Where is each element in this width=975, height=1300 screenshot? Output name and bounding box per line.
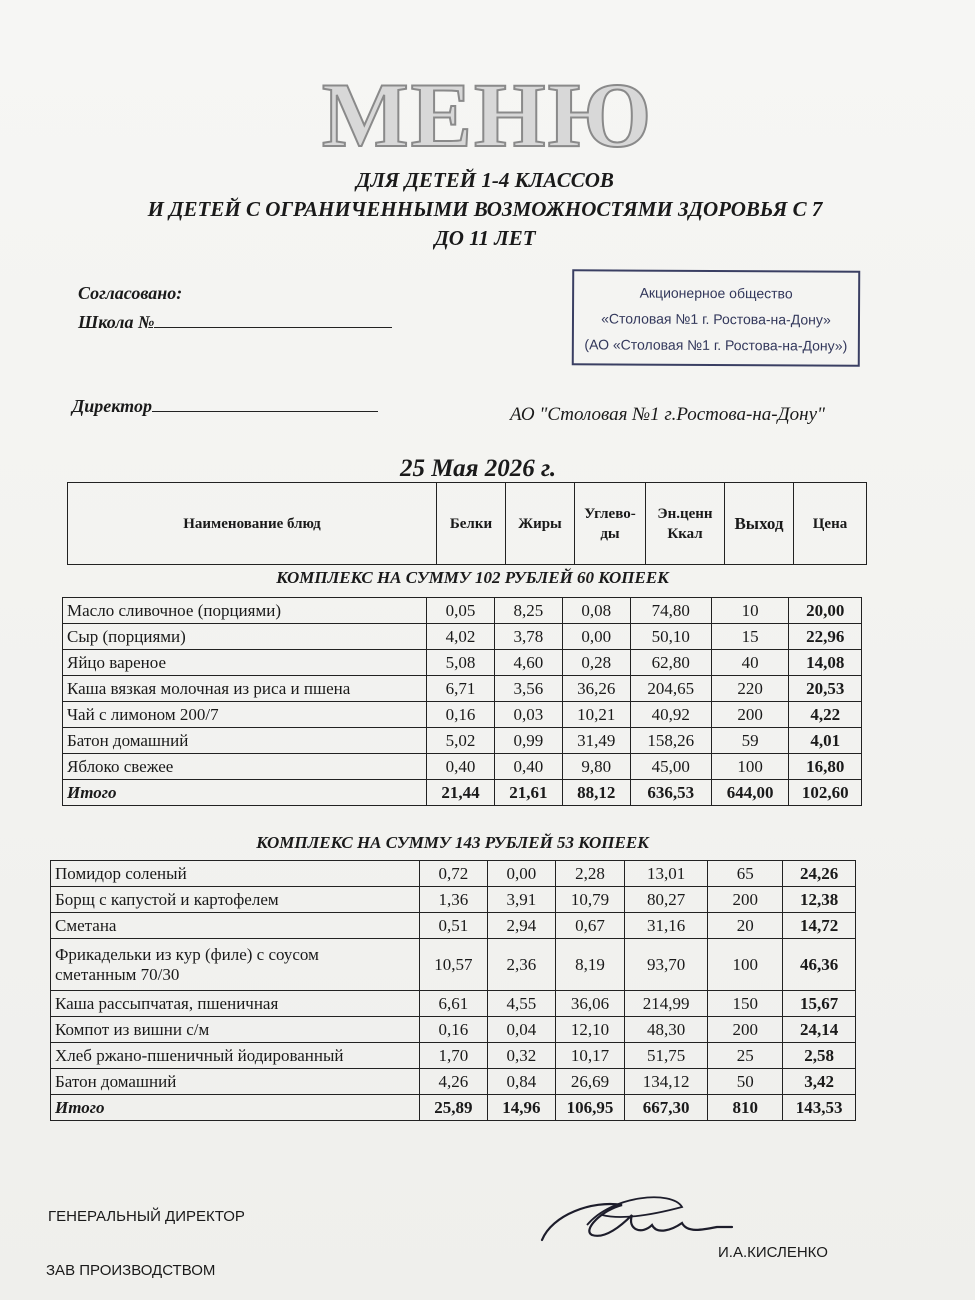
cell-fat: 4,60 [494, 650, 562, 676]
cell-carbs: 10,79 [555, 887, 624, 913]
dish-name [51, 1069, 420, 1095]
cell-protein: 4,26 [419, 1069, 487, 1095]
cell-energy: 636,53 [630, 780, 711, 806]
complex-1-table [62, 597, 862, 806]
cell-fat: 0,04 [487, 1017, 555, 1043]
cell-output: 59 [711, 728, 789, 754]
cell-fat: 4,55 [487, 991, 555, 1017]
cell-fat: 0,03 [494, 702, 562, 728]
cell-output: 200 [708, 1017, 783, 1043]
cell-fat: 0,32 [487, 1043, 555, 1069]
page-title: МЕНЮ [321, 64, 654, 166]
dish-row [51, 1043, 856, 1069]
cell-carbs: 0,00 [562, 624, 630, 650]
cell-price: 16,80 [789, 754, 862, 780]
dish-row [51, 913, 856, 939]
director-label: Директор [72, 396, 152, 416]
cell-output: 100 [711, 754, 789, 780]
header-dish-name: Наименование блюд [68, 483, 437, 565]
cell-energy: 13,01 [625, 861, 708, 887]
cell-protein: 6,61 [419, 991, 487, 1017]
cell-output: 644,00 [711, 780, 789, 806]
dish-name [63, 650, 427, 676]
cell-carbs: 0,67 [555, 913, 624, 939]
dish-name-text: Компот из вишни с/м [55, 1019, 210, 1039]
menu-date: 25 Мая 2026 г. [400, 455, 557, 482]
cell-energy: 62,80 [630, 650, 711, 676]
dish-name [51, 991, 420, 1017]
dish-name-text: Яйцо вареное [67, 652, 167, 672]
cell-price: 3,42 [783, 1069, 856, 1095]
signature-image [532, 1185, 742, 1255]
subtitle-line-2: И ДЕТЕЙ С ОГРАНИЧЕННЫМИ ВОЗМОЖНОСТЯМИ ЗДОРОВЬЯ С 7 [147, 197, 823, 221]
cell-fat: 0,99 [494, 728, 562, 754]
cell-fat: 0,00 [487, 861, 555, 887]
cell-protein: 0,40 [427, 754, 495, 780]
cell-energy: 158,26 [630, 728, 711, 754]
cell-output: 100 [708, 939, 783, 991]
cell-carbs: 0,08 [562, 598, 630, 624]
cell-protein: 1,36 [419, 887, 487, 913]
cell-protein: 0,16 [419, 1017, 487, 1043]
dish-name-text: Сметана [55, 915, 117, 935]
cell-output: 65 [708, 861, 783, 887]
company-stamp [572, 269, 860, 367]
dish-row [63, 650, 862, 676]
cell-energy: 80,27 [625, 887, 708, 913]
dish-name-text: Каша вязкая молочная из риса и пшена [67, 678, 351, 698]
cell-protein: 1,70 [419, 1043, 487, 1069]
subtitle-line-3: ДО 11 ЛЕТ [434, 226, 536, 250]
cell-energy: 93,70 [625, 939, 708, 991]
cell-carbs: 8,19 [555, 939, 624, 991]
cell-fat: 2,36 [487, 939, 555, 991]
cell-energy: 40,92 [630, 702, 711, 728]
cell-output: 50 [708, 1069, 783, 1095]
cell-output: 150 [708, 991, 783, 1017]
cell-price: 24,14 [783, 1017, 856, 1043]
total-row [63, 780, 862, 806]
cell-protein: 25,89 [419, 1095, 487, 1121]
dish-name [63, 702, 427, 728]
dish-name-text: Батон домашний [67, 730, 189, 750]
subtitle-line-1: ДЛЯ ДЕТЕЙ 1-4 КЛАССОВ [356, 168, 614, 192]
cell-energy: 134,12 [625, 1069, 708, 1095]
cell-protein: 6,71 [427, 676, 495, 702]
dish-row [63, 624, 862, 650]
cell-output: 10 [711, 598, 789, 624]
dish-name-text: Борщ с капустой и картофелем [55, 889, 279, 909]
school-label: Школа № [78, 312, 155, 332]
cell-price: 4,22 [789, 702, 862, 728]
dish-name [63, 676, 427, 702]
cell-output: 200 [708, 887, 783, 913]
header-output: Выход [725, 483, 794, 565]
cell-carbs: 36,26 [562, 676, 630, 702]
cell-price: 24,26 [783, 861, 856, 887]
menu-header-table [67, 482, 867, 565]
header-price: Цена [794, 483, 867, 565]
dish-row [51, 1017, 856, 1043]
organization-name: АО "Столовая №1 г.Ростова-на-Дону" [510, 404, 826, 425]
cell-carbs: 26,69 [555, 1069, 624, 1095]
cell-carbs: 12,10 [555, 1017, 624, 1043]
stamp-line-3: (АО «Столовая №1 г. Ростова-на-Дону») [584, 336, 848, 354]
dish-name [63, 754, 427, 780]
cell-carbs: 2,28 [555, 861, 624, 887]
stamp-line-2: «Столовая №1 г. Ростова-на-Дону» [601, 310, 831, 328]
menu-subtitle [60, 166, 910, 253]
cell-protein: 0,05 [427, 598, 495, 624]
dish-name [51, 861, 420, 887]
dish-name [51, 913, 420, 939]
dish-name-text: Итого [67, 782, 117, 802]
cell-protein: 0,72 [419, 861, 487, 887]
complex-1-title: КОМПЛЕКС НА СУММУ 102 РУБЛЕЙ 60 КОПЕЕК [276, 568, 669, 587]
cell-carbs: 31,49 [562, 728, 630, 754]
cell-fat: 0,84 [487, 1069, 555, 1095]
cell-protein: 5,08 [427, 650, 495, 676]
school-field [78, 311, 392, 333]
header-energy-line-2: Ккал [667, 525, 703, 542]
cell-output: 200 [711, 702, 789, 728]
dish-row [63, 728, 862, 754]
cell-price: 14,08 [789, 650, 862, 676]
cell-protein: 5,02 [427, 728, 495, 754]
dish-name-text: Чай с лимоном 200/7 [67, 704, 219, 724]
dish-name [51, 1043, 420, 1069]
cell-price: 4,01 [789, 728, 862, 754]
production-head-label: ЗАВ ПРОИЗВОДСТВОМ [46, 1262, 216, 1279]
cell-fat: 3,91 [487, 887, 555, 913]
cell-fat: 21,61 [494, 780, 562, 806]
dish-name-text: Помидор соленый [55, 863, 187, 883]
dish-name-text: Яблоко свежее [67, 756, 174, 776]
complex-2-title: КОМПЛЕКС НА СУММУ 143 РУБЛЕЙ 53 КОПЕЕК [256, 833, 649, 852]
cell-protein: 4,02 [427, 624, 495, 650]
cell-price: 12,38 [783, 887, 856, 913]
cell-price: 14,72 [783, 913, 856, 939]
cell-carbs: 36,06 [555, 991, 624, 1017]
dish-row [63, 676, 862, 702]
cell-price: 15,67 [783, 991, 856, 1017]
dish-name [51, 887, 420, 913]
cell-carbs: 9,80 [562, 754, 630, 780]
dish-row [51, 861, 856, 887]
cell-output: 25 [708, 1043, 783, 1069]
cell-carbs: 10,17 [555, 1043, 624, 1069]
cell-price: 2,58 [783, 1043, 856, 1069]
header-energy-line-1: Эн.ценн [657, 505, 713, 522]
cell-protein: 0,51 [419, 913, 487, 939]
school-signature-line [154, 311, 392, 328]
cell-price: 20,00 [789, 598, 862, 624]
cell-price: 102,60 [789, 780, 862, 806]
dish-name-text-line-2: сметанным 70/30 [55, 964, 180, 984]
cell-carbs: 0,28 [562, 650, 630, 676]
cell-energy: 74,80 [630, 598, 711, 624]
dish-name [51, 1095, 420, 1121]
cell-output: 20 [708, 913, 783, 939]
cell-fat: 3,56 [494, 676, 562, 702]
cell-price: 143,53 [783, 1095, 856, 1121]
cell-energy: 51,75 [625, 1043, 708, 1069]
cell-energy: 31,16 [625, 913, 708, 939]
director-signature-line [152, 395, 378, 412]
complex-2-table [50, 860, 856, 1121]
agreed-label: Согласовано: [78, 283, 183, 303]
cell-carbs: 10,21 [562, 702, 630, 728]
cell-output: 810 [708, 1095, 783, 1121]
header-fat: Жиры [506, 483, 575, 565]
dish-name-text: Масло сливочное (порциями) [67, 600, 281, 620]
dish-name-text: Батон домашний [55, 1071, 177, 1091]
header-carbs-line-2: ды [600, 525, 620, 542]
dish-name-text: Фрикадельки из кур (филе) с соусом [55, 944, 319, 964]
cell-carbs: 106,95 [555, 1095, 624, 1121]
dish-row [63, 702, 862, 728]
header-energy [646, 483, 725, 565]
dish-name-text: Итого [55, 1097, 105, 1117]
dish-row [51, 887, 856, 913]
dish-row [51, 939, 856, 991]
dish-name [63, 728, 427, 754]
header-carbs [575, 483, 646, 565]
dish-name [51, 939, 420, 991]
cell-energy: 667,30 [625, 1095, 708, 1121]
cell-price: 46,36 [783, 939, 856, 991]
dish-name-text: Сыр (порциями) [67, 626, 186, 646]
cell-output: 15 [711, 624, 789, 650]
cell-output: 40 [711, 650, 789, 676]
dish-row [51, 1069, 856, 1095]
dish-name [51, 1017, 420, 1043]
cell-output: 220 [711, 676, 789, 702]
director-field [72, 395, 378, 417]
dish-name-text: Каша рассыпчатая, пшеничная [55, 993, 279, 1013]
cell-price: 22,96 [789, 624, 862, 650]
dish-name-text: Хлеб ржано-пшеничный йодированный [55, 1045, 344, 1065]
cell-energy: 50,10 [630, 624, 711, 650]
cell-energy: 48,30 [625, 1017, 708, 1043]
cell-protein: 10,57 [419, 939, 487, 991]
dish-row [51, 991, 856, 1017]
cell-energy: 204,65 [630, 676, 711, 702]
dish-name [63, 780, 427, 806]
cell-protein: 0,16 [427, 702, 495, 728]
dish-row [63, 598, 862, 624]
cell-fat: 14,96 [487, 1095, 555, 1121]
cell-fat: 8,25 [494, 598, 562, 624]
cell-fat: 3,78 [494, 624, 562, 650]
cell-energy: 45,00 [630, 754, 711, 780]
total-row [51, 1095, 856, 1121]
signer-name: И.А.КИСЛЕНКО [718, 1244, 828, 1261]
cell-energy: 214,99 [625, 991, 708, 1017]
stamp-line-1: Акционерное общество [639, 284, 793, 302]
cell-carbs: 88,12 [562, 780, 630, 806]
dish-name [63, 598, 427, 624]
cell-price: 20,53 [789, 676, 862, 702]
header-carbs-line-1: Углево- [584, 505, 636, 522]
header-protein: Белки [437, 483, 506, 565]
dish-row [63, 754, 862, 780]
cell-protein: 21,44 [427, 780, 495, 806]
general-director-label: ГЕНЕРАЛЬНЫЙ ДИРЕКТОР [48, 1208, 245, 1225]
cell-fat: 0,40 [494, 754, 562, 780]
cell-fat: 2,94 [487, 913, 555, 939]
dish-name [63, 624, 427, 650]
